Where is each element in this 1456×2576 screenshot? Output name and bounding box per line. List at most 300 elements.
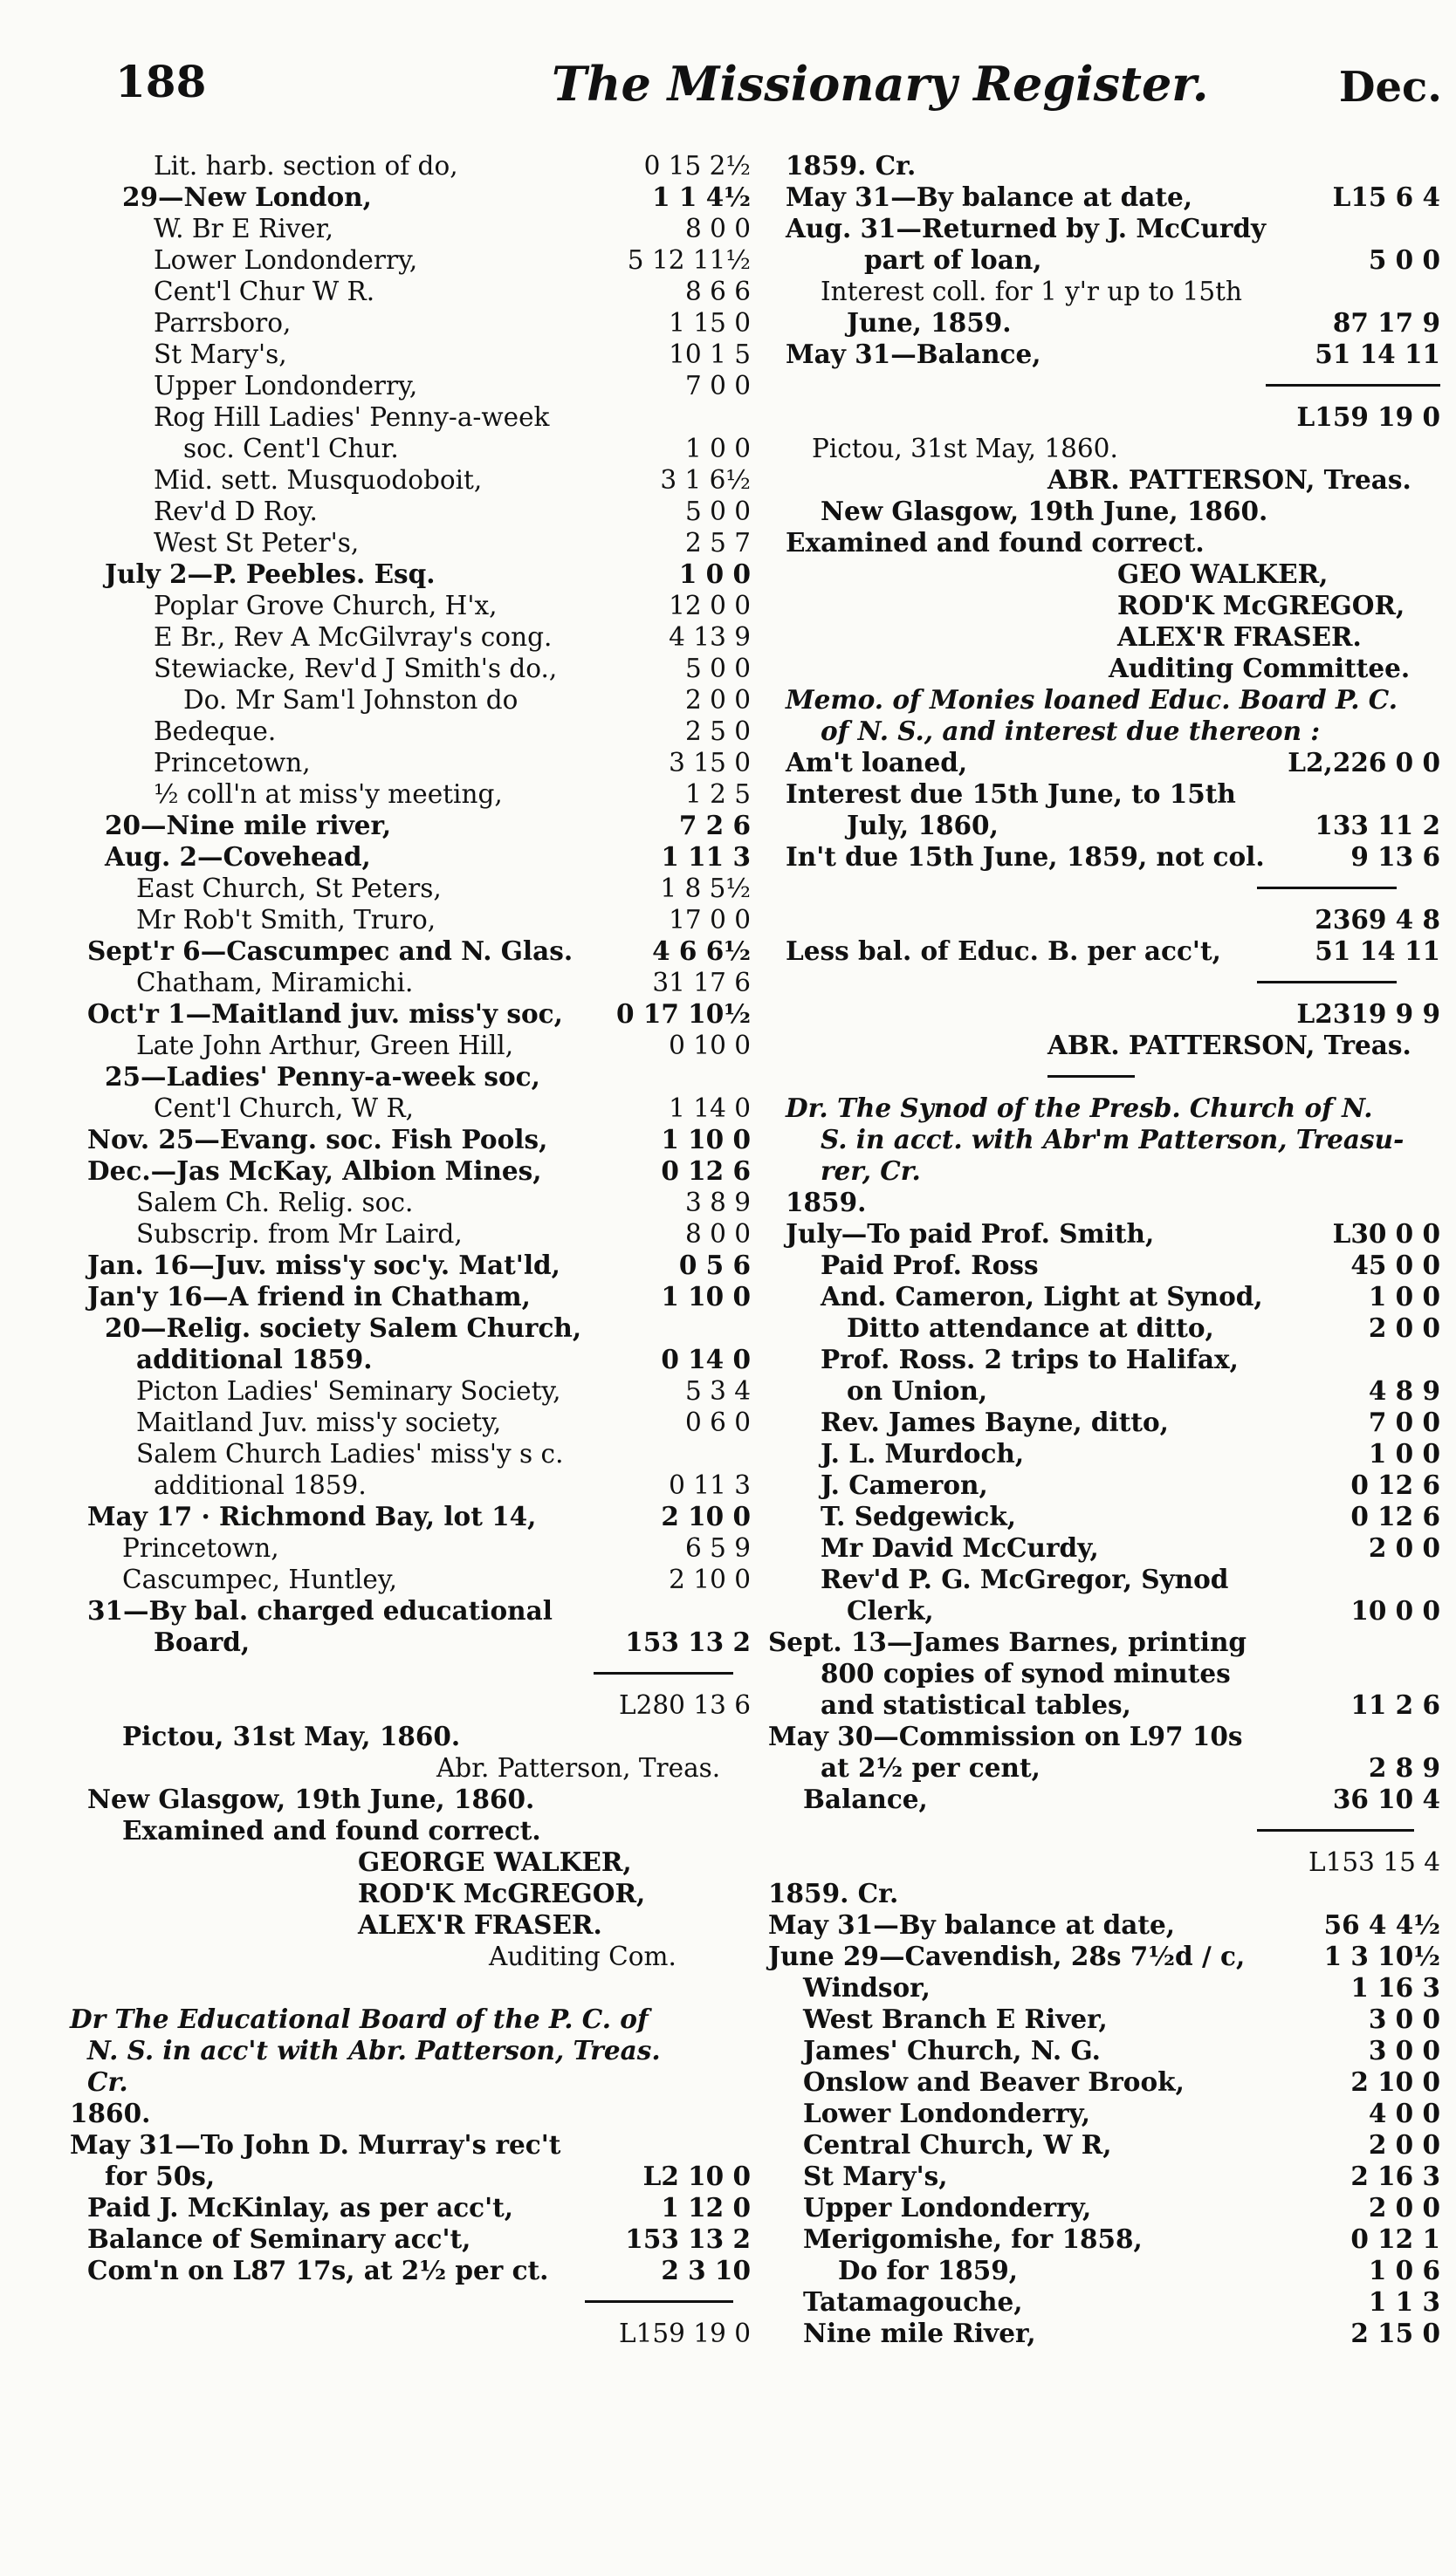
right-entry-amount: 4 8 9	[1368, 1375, 1440, 1406]
left-entry	[70, 1281, 751, 1312]
right-entry-amount: 2 0 0	[1368, 2192, 1440, 2223]
left-entry	[70, 558, 751, 590]
right-entry-text: Ditto attendance at ditto,	[847, 1312, 1214, 1343]
left-entry	[70, 2004, 751, 2035]
left-entry-amount: 8 6 6	[684, 277, 751, 306]
left-entry-text: N. S. in acc't with Abr. Patterson, Treas.	[87, 2035, 661, 2066]
right-entry-text: 1859. Cr.	[786, 150, 917, 181]
right-entry-text: St Mary's,	[803, 2161, 948, 2191]
right-entry	[768, 2035, 1440, 2066]
left-entry-text: Rog Hill Ladies' Penny-a-week	[154, 402, 550, 432]
left-entry	[70, 2098, 751, 2129]
left-entry	[70, 1501, 751, 1532]
right-entry	[768, 653, 1440, 684]
right-entry-text: 800 copies of synod minutes	[821, 1658, 1231, 1689]
right-entry-amount: L2319 9 9	[1296, 998, 1440, 1029]
left-entry-amount: 2 10 0	[661, 1501, 751, 1531]
left-entry	[70, 1250, 751, 1281]
left-entry-amount: 1 15 0	[669, 308, 751, 338]
page-month: Dec.	[1338, 63, 1442, 112]
right-entry-text: James' Church, N. G.	[803, 2035, 1101, 2066]
right-entry	[768, 213, 1440, 244]
left-entry	[70, 967, 751, 998]
left-entry-text: Upper Londonderry,	[154, 371, 418, 401]
right-entry-text: Pictou, 31st May, 1860.	[812, 434, 1118, 463]
right-entry	[768, 1784, 1440, 1815]
rule-divider	[594, 1672, 733, 1675]
left-entry	[70, 1375, 751, 1407]
left-column	[70, 150, 751, 2349]
left-entry	[70, 1972, 751, 2004]
right-entry-text: Mr David McCurdy,	[821, 1532, 1099, 1563]
rule-divider	[585, 2300, 733, 2303]
left-entry-amount: 0 17 10½	[616, 998, 751, 1029]
right-entry-text: Merigomishe, for 1858,	[803, 2223, 1143, 2254]
right-entry-amount: 133 11 2	[1315, 810, 1440, 840]
right-entry	[768, 1752, 1440, 1784]
right-entry-text: Onslow and Beaver Brook,	[803, 2066, 1185, 2097]
left-entry	[70, 1815, 751, 1846]
left-entry	[70, 998, 751, 1030]
right-entry	[768, 590, 1440, 621]
right-column	[768, 150, 1440, 2349]
rule-divider	[1266, 384, 1440, 387]
right-entry-amount: 10 0 0	[1350, 1595, 1440, 1626]
right-entry	[768, 1564, 1440, 1595]
left-entry-text: May 31—To John D. Murray's rec't	[70, 2129, 561, 2160]
left-entry-amount: 0 10 0	[669, 1031, 751, 1060]
right-entry	[768, 2286, 1440, 2318]
right-entry	[768, 558, 1440, 590]
left-entry-text: New Glasgow, 19th June, 1860.	[87, 1784, 535, 1814]
left-entry	[70, 1093, 751, 1124]
left-entry	[70, 1344, 751, 1375]
right-entry-text: S. in acct. with Abr'm Patterson, Treasu-	[821, 1124, 1404, 1154]
right-entry-amount: 0 12 6	[1350, 1501, 1440, 1531]
right-entry-amount: 56 4 4½	[1323, 1909, 1440, 1940]
left-entry-amount: 0 6 0	[684, 1408, 751, 1437]
right-entry-text: May 31—By balance at date,	[768, 1909, 1176, 1940]
page-title: The Missionary Register.	[552, 56, 1209, 112]
left-entry	[70, 2223, 751, 2255]
right-entry-text: In't due 15th June, 1859, not col.	[786, 841, 1265, 872]
left-entry-text: 20—Nine mile river,	[105, 810, 392, 840]
right-entry	[768, 1721, 1440, 1752]
right-entry-amount: L30 0 0	[1332, 1218, 1440, 1249]
left-entry-amount: 1 11 3	[661, 841, 751, 872]
right-entry	[768, 1218, 1440, 1250]
left-entry-amount: 0 15 2½	[643, 151, 751, 181]
right-entry	[768, 464, 1440, 496]
left-entry	[70, 653, 751, 684]
right-entry-text: at 2½ per cent,	[821, 1752, 1040, 1783]
right-entry	[768, 873, 1440, 904]
right-entry	[768, 182, 1440, 213]
left-entry	[70, 496, 751, 527]
right-entry-text: Upper Londonderry,	[803, 2192, 1092, 2223]
right-entry-amount: 36 10 4	[1332, 1784, 1440, 1814]
left-entry	[70, 2255, 751, 2286]
right-entry-amount: 0 12 1	[1350, 2223, 1440, 2254]
left-entry-amount: 7 2 6	[678, 810, 751, 840]
page-number: 188	[115, 56, 207, 107]
right-entry	[768, 1532, 1440, 1564]
left-entry	[70, 2192, 751, 2223]
right-entry-text: ALEX'R FRASER.	[1117, 621, 1362, 652]
right-entry	[768, 1909, 1440, 1941]
right-entry-text: May 31—By balance at date,	[786, 182, 1193, 212]
left-entry-amount: 8 0 0	[684, 1219, 751, 1249]
right-entry	[768, 935, 1440, 967]
right-entry-text: Nine mile River,	[803, 2318, 1036, 2348]
right-entry-amount: 2 0 0	[1368, 1312, 1440, 1343]
right-entry	[768, 1501, 1440, 1532]
left-entry	[70, 1689, 751, 1721]
right-entry-amount: 2 15 0	[1350, 2318, 1440, 2348]
left-entry	[70, 1752, 751, 1784]
right-entry-text: West Branch E River,	[803, 2004, 1108, 2034]
left-entry	[70, 1470, 751, 1501]
right-entry-amount: 5 0 0	[1368, 244, 1440, 275]
left-entry-amount: 153 13 2	[625, 2223, 751, 2254]
left-entry-text: ½ coll'n at miss'y meeting,	[154, 779, 503, 809]
right-entry-text: part of loan,	[864, 244, 1042, 275]
left-entry-amount: 2 0 0	[684, 685, 751, 715]
right-entry	[768, 1312, 1440, 1344]
left-entry	[70, 1061, 751, 1093]
left-entry-text: Maitland Juv. miss'y society,	[136, 1408, 502, 1437]
right-entry-text: Am't loaned,	[786, 747, 968, 778]
right-entry	[768, 1438, 1440, 1470]
left-entry-amount: 3 1 6½	[660, 465, 751, 495]
right-entry	[768, 1061, 1440, 1093]
right-entry	[768, 2223, 1440, 2255]
left-entry-amount: 5 0 0	[684, 654, 751, 683]
left-entry-text: St Mary's,	[154, 339, 287, 369]
right-entry	[768, 1281, 1440, 1312]
left-entry-text: Picton Ladies' Seminary Society,	[136, 1376, 561, 1406]
left-entry-text: Pictou, 31st May, 1860.	[122, 1721, 461, 1751]
right-entry-amount: 7 0 0	[1368, 1407, 1440, 1437]
left-entry-amount: 2 5 0	[684, 716, 751, 746]
left-entry-text: Chatham, Miramichi.	[136, 968, 414, 997]
right-entry	[768, 1941, 1440, 1972]
right-entry-text: Auditing Committee.	[1109, 653, 1411, 683]
right-entry	[768, 527, 1440, 558]
left-entry-text: 1860.	[70, 2098, 151, 2128]
right-entry-text: ABR. PATTERSON, Treas.	[1047, 1030, 1411, 1060]
right-entry-amount: 2 16 3	[1350, 2161, 1440, 2191]
right-entry	[768, 1155, 1440, 1187]
left-entry	[70, 873, 751, 904]
left-entry-text: soc. Cent'l Chur.	[183, 434, 399, 463]
right-entry-amount: 45 0 0	[1350, 1250, 1440, 1280]
left-entry-text: Balance of Seminary acc't,	[87, 2223, 471, 2254]
left-entry-amount: 1 8 5½	[660, 874, 751, 903]
left-entry	[70, 527, 751, 558]
left-entry-amount: 6 5 9	[684, 1533, 751, 1563]
right-entry	[768, 401, 1440, 433]
right-entry	[768, 716, 1440, 747]
left-entry	[70, 1784, 751, 1815]
right-entry-amount: 3 0 0	[1368, 2004, 1440, 2034]
left-entry	[70, 1941, 751, 1972]
right-entry	[768, 1124, 1440, 1155]
right-entry	[768, 150, 1440, 182]
left-entry	[70, 1846, 751, 1878]
right-entry-amount: 51 14 11	[1315, 935, 1440, 966]
left-entry	[70, 1218, 751, 1250]
right-entry	[768, 1689, 1440, 1721]
right-entry-text: Do for 1859,	[838, 2255, 1019, 2285]
right-entry	[768, 1344, 1440, 1375]
right-entry-amount: 2 8 9	[1368, 1752, 1440, 1783]
right-entry-text: of N. S., and interest due thereon :	[821, 716, 1321, 746]
right-entry	[768, 307, 1440, 339]
left-entry	[70, 182, 751, 213]
left-entry-amount: 31 17 6	[652, 968, 751, 997]
left-entry-amount: 17 0 0	[669, 905, 751, 935]
right-entry-text: T. Sedgewick,	[821, 1501, 1017, 1531]
right-entry	[768, 1846, 1440, 1878]
left-entry-amount: 4 6 6½	[652, 935, 751, 966]
left-entry	[70, 2161, 751, 2192]
right-entry	[768, 2098, 1440, 2129]
right-entry	[768, 810, 1440, 841]
left-entry-amount: 4 13 9	[669, 622, 751, 652]
left-entry	[70, 904, 751, 935]
left-entry	[70, 1627, 751, 1658]
left-entry-amount: 2 3 10	[661, 2255, 751, 2285]
left-entry-text: 20—Relig. society Salem Church,	[105, 1312, 582, 1343]
right-entry-text: Rev. James Bayne, ditto,	[821, 1407, 1169, 1437]
left-entry	[70, 1658, 751, 1689]
right-entry	[768, 1093, 1440, 1124]
left-entry	[70, 778, 751, 810]
right-entry	[768, 1407, 1440, 1438]
left-entry	[70, 339, 751, 370]
left-entry	[70, 464, 751, 496]
left-entry	[70, 2035, 751, 2066]
right-entry	[768, 1972, 1440, 2004]
left-entry-text: Auditing Com.	[489, 1942, 676, 1971]
left-entry-amount: 0 11 3	[669, 1470, 751, 1500]
right-entry	[768, 621, 1440, 653]
left-entry-amount: 1 10 0	[661, 1281, 751, 1312]
right-entry-text: Clerk,	[847, 1595, 934, 1626]
left-entry-amount: 2 5 7	[684, 528, 751, 558]
left-entry-text: Paid J. McKinlay, as per acc't,	[87, 2192, 514, 2223]
right-entry-text: Lower Londonderry,	[803, 2098, 1091, 2128]
left-entry-text: East Church, St Peters,	[136, 874, 442, 903]
left-entry-amount: 2 10 0	[669, 1565, 751, 1594]
right-entry	[768, 2192, 1440, 2223]
left-entry	[70, 684, 751, 716]
left-entry-amount: 5 3 4	[684, 1376, 751, 1406]
right-entry	[768, 276, 1440, 307]
right-entry	[768, 496, 1440, 527]
right-entry-amount: 1 0 0	[1368, 1281, 1440, 1312]
left-entry-text: Mid. sett. Musquodoboit,	[154, 465, 483, 495]
left-entry-text: 31—By bal. charged educational	[87, 1595, 553, 1626]
left-entry	[70, 2286, 751, 2318]
right-entry-amount: 1 3 10½	[1323, 1941, 1440, 1971]
right-entry-amount: 4 0 0	[1368, 2098, 1440, 2128]
left-entry-text: Examined and found correct.	[122, 1815, 541, 1846]
right-entry-text: GEO WALKER,	[1117, 558, 1329, 589]
rule-divider	[1257, 1829, 1414, 1832]
left-entry-amount: 7 0 0	[684, 371, 751, 401]
left-entry-text: Poplar Grove Church, H'x,	[154, 591, 498, 620]
left-entry-text: Mr Rob't Smith, Truro,	[136, 905, 436, 935]
left-entry-text: Cent'l Church, W R,	[154, 1093, 415, 1123]
rule-divider	[1257, 887, 1397, 889]
left-entry	[70, 747, 751, 778]
right-entry-amount: L15 6 4	[1332, 182, 1440, 212]
left-entry-text: W. Br E River,	[154, 214, 333, 243]
page-header	[115, 56, 1442, 126]
left-entry	[70, 621, 751, 653]
left-entry-amount: 1 12 0	[661, 2192, 751, 2223]
left-entry-text: Salem Ch. Relig. soc.	[136, 1188, 414, 1217]
right-entry-amount: 11 2 6	[1350, 1689, 1440, 1720]
right-entry	[768, 2255, 1440, 2286]
left-entry	[70, 935, 751, 967]
left-entry	[70, 1721, 751, 1752]
left-entry-text: July 2—P. Peebles. Esq.	[105, 558, 436, 589]
right-entry-amount: 1 0 0	[1368, 1438, 1440, 1469]
right-entry-amount: 1 0 6	[1368, 2255, 1440, 2285]
right-entry-text: Aug. 31—Returned by J. McCurdy	[786, 213, 1267, 243]
left-entry	[70, 1030, 751, 1061]
left-entry-text: Cr.	[87, 2066, 128, 2097]
right-entry-text: 1859. Cr.	[768, 1878, 899, 1908]
right-entry-amount: 1 16 3	[1350, 1972, 1440, 2003]
left-entry-amount: 1 2 5	[684, 779, 751, 809]
right-entry-text: J. L. Murdoch,	[821, 1438, 1025, 1469]
left-entry-text: for 50s,	[105, 2161, 216, 2191]
left-entry-amount: L159 19 0	[619, 2319, 751, 2348]
left-entry-text: Sept'r 6—Cascumpec and N. Glas.	[87, 935, 573, 966]
right-entry-amount: 2 0 0	[1368, 1532, 1440, 1563]
left-entry-text: Jan'y 16—A friend in Chatham,	[87, 1281, 531, 1312]
right-entry	[768, 2318, 1440, 2349]
right-entry-text: Balance,	[803, 1784, 928, 1814]
right-entry-amount: 3 0 0	[1368, 2035, 1440, 2066]
left-entry	[70, 1124, 751, 1155]
right-entry	[768, 339, 1440, 370]
left-entry	[70, 1155, 751, 1187]
left-entry-text: additional 1859.	[154, 1470, 367, 1500]
right-entry	[768, 370, 1440, 401]
left-entry-text: Late John Arthur, Green Hill,	[136, 1031, 514, 1060]
left-entry-amount: 0 12 6	[661, 1155, 751, 1186]
left-entry-amount: 1 0 0	[684, 434, 751, 463]
left-entry	[70, 1407, 751, 1438]
left-entry	[70, 1564, 751, 1595]
left-entry-text: additional 1859.	[136, 1344, 373, 1374]
left-entry-text: Board,	[154, 1627, 251, 1657]
right-entry-amount: 9 13 6	[1350, 841, 1440, 872]
right-entry	[768, 1187, 1440, 1218]
right-entry-text: And. Cameron, Light at Synod,	[821, 1281, 1263, 1312]
left-entry	[70, 276, 751, 307]
left-entry	[70, 213, 751, 244]
left-entry-amount: 1 14 0	[669, 1093, 751, 1123]
right-entry	[768, 1375, 1440, 1407]
right-entry	[768, 841, 1440, 873]
right-entry	[768, 1030, 1440, 1061]
left-entry	[70, 810, 751, 841]
right-entry-amount: 51 14 11	[1315, 339, 1440, 369]
left-entry-amount: 12 0 0	[669, 591, 751, 620]
left-entry	[70, 2066, 751, 2098]
left-entry	[70, 2129, 751, 2161]
left-entry	[70, 307, 751, 339]
left-entry-text: Rev'd D Roy.	[154, 497, 318, 526]
right-entry-text: June, 1859.	[847, 307, 1012, 338]
right-entry	[768, 1815, 1440, 1846]
left-entry-text: Stewiacke, Rev'd J Smith's do.,	[154, 654, 558, 683]
right-entry	[768, 2066, 1440, 2098]
left-entry-text: Subscrip. from Mr Laird,	[136, 1219, 463, 1249]
right-entry-text: Interest coll. for 1 y'r up to 15th	[821, 277, 1243, 306]
left-entry-amount: 1 0 0	[678, 558, 751, 589]
right-entry	[768, 2129, 1440, 2161]
left-entry-text: Dr The Educational Board of the P. C. of	[70, 2004, 649, 2034]
right-entry-text: Tatamagouche,	[803, 2286, 1023, 2317]
right-entry	[768, 1595, 1440, 1627]
left-entry-text: Princetown,	[154, 748, 311, 778]
right-entry-text: July—To paid Prof. Smith,	[786, 1218, 1155, 1249]
left-entry-text: Abr. Patterson, Treas.	[436, 1753, 721, 1783]
right-entry-text: Central Church, W R,	[803, 2129, 1112, 2160]
left-entry-amount: 1 10 0	[661, 1124, 751, 1154]
left-entry-text: Com'n on L87 17s, at 2½ per ct.	[87, 2255, 549, 2285]
left-entry-amount: 5 12 11½	[627, 245, 751, 275]
left-entry	[70, 1312, 751, 1344]
right-entry-text: Windsor,	[803, 1972, 931, 2003]
left-entry-text: Parrsboro,	[154, 308, 292, 338]
left-entry-text: West St Peter's,	[154, 528, 360, 558]
right-entry	[768, 684, 1440, 716]
right-entry-text: ROD'K McGREGOR,	[1117, 590, 1405, 620]
right-entry-text: Paid Prof. Ross	[821, 1250, 1039, 1280]
left-entry-text: Oct'r 1—Maitland juv. miss'y soc,	[87, 998, 563, 1029]
right-entry	[768, 778, 1440, 810]
left-entry-amount: 3 8 9	[684, 1188, 751, 1217]
right-entry-amount: 1 1 3	[1368, 2286, 1440, 2317]
left-entry-amount: L280 13 6	[619, 1690, 751, 1720]
left-entry	[70, 716, 751, 747]
right-entry-text: Sept. 13—James Barnes, printing	[768, 1627, 1247, 1657]
right-entry-amount: 87 17 9	[1332, 307, 1440, 338]
left-entry-text: Do. Mr Sam'l Johnston do	[183, 685, 519, 715]
left-entry-text: Salem Church Ladies' miss'y s c.	[136, 1439, 564, 1469]
left-entry	[70, 841, 751, 873]
left-entry	[70, 2318, 751, 2349]
left-entry-text: Cascumpec, Huntley,	[122, 1565, 398, 1594]
left-entry-text: ROD'K McGREGOR,	[358, 1878, 646, 1908]
left-entry	[70, 1532, 751, 1564]
left-entry-text: Princetown,	[122, 1533, 279, 1563]
right-entry	[768, 1627, 1440, 1658]
left-entry	[70, 1438, 751, 1470]
left-entry-text: Nov. 25—Evang. soc. Fish Pools,	[87, 1124, 548, 1154]
right-entry-amount: 2 10 0	[1350, 2066, 1440, 2097]
right-entry-text: Rev'd P. G. McGregor, Synod	[821, 1564, 1229, 1594]
right-entry-text: Dr. The Synod of the Presb. Church of N.	[786, 1093, 1373, 1123]
